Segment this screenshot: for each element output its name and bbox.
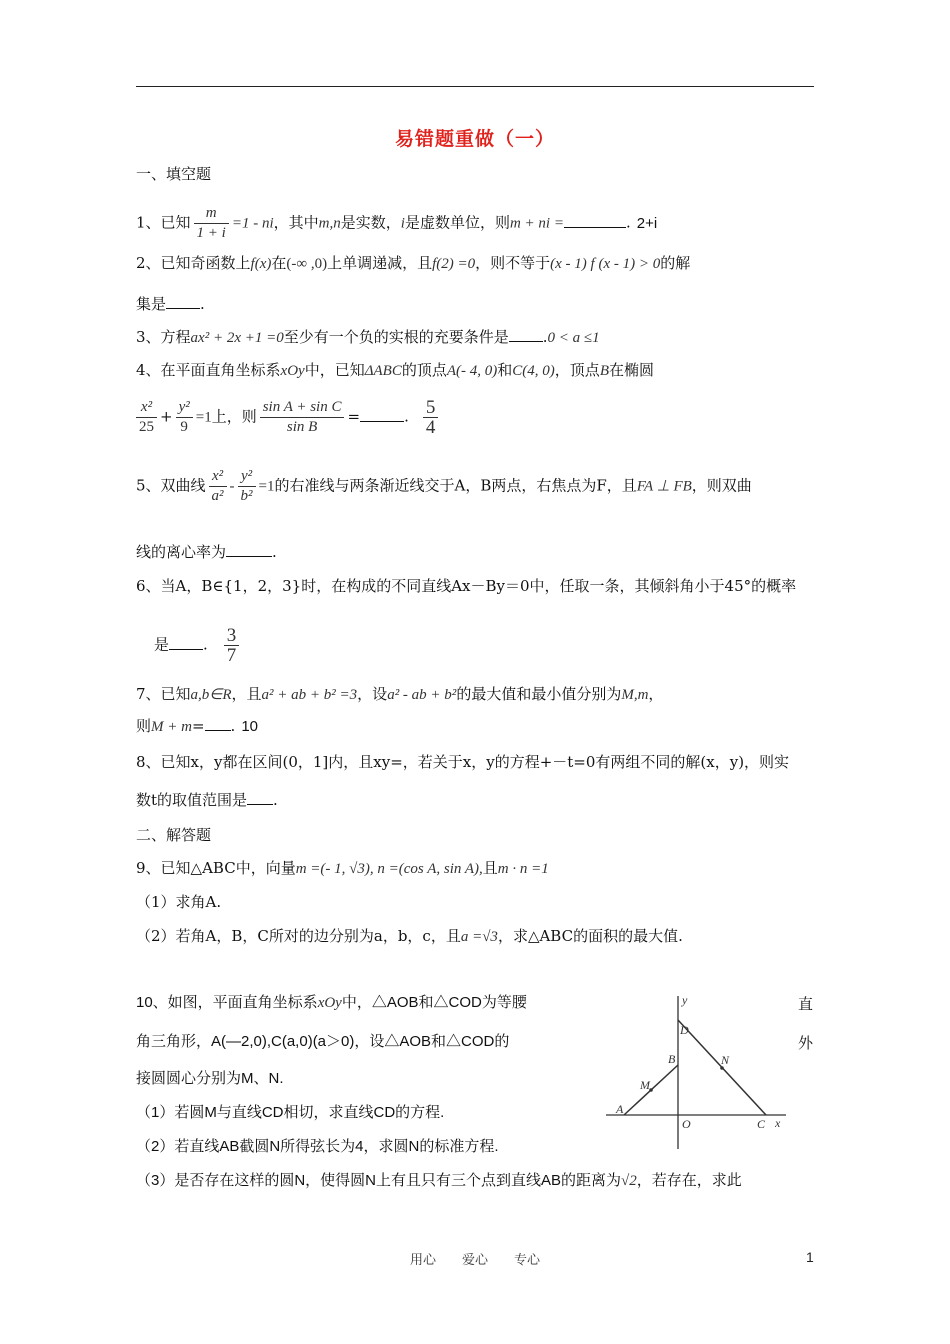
answer-blank bbox=[564, 213, 626, 228]
page-number: 1 bbox=[806, 1249, 814, 1265]
question-6: 6、当A，B∈{1，2，3}时，在构成的不同直线Ax－By＝0中，任取一条，其倾斜角小于45°的概率 bbox=[136, 577, 797, 595]
question-4: 4、在平面直角坐标系xOy中，已知ΔABC的顶点A(- 4, 0)和C(4, 0)，顶点B在椭圆 bbox=[136, 361, 654, 379]
question-10-right-1: 直 bbox=[798, 995, 814, 1013]
question-9-part2: （2）若角A，B，C所对的边分别为a，b，c，且a =√3，求△ABC的面积的最大值. bbox=[136, 927, 683, 945]
answer-blank bbox=[509, 327, 543, 342]
label-B: B bbox=[668, 1052, 676, 1066]
question-8-cont: 数t的取值范围是 . bbox=[136, 791, 278, 809]
question-7: 7、已知a,b∈R，且a² + ab + b² =3，设a² - ab + b²的最大值和最小值分别为M,m， bbox=[136, 685, 664, 703]
header-rule bbox=[136, 86, 814, 87]
question-3: 3、方程ax² + 2x +1 =0至少有一个负的实根的充要条件是 .0 < a ≤1 bbox=[136, 328, 600, 346]
page-footer: 用心 爱心 专心 bbox=[409, 1253, 540, 1268]
label-D: D bbox=[680, 1023, 689, 1037]
question-2-cont: 集是 . bbox=[136, 295, 205, 313]
label-y: y bbox=[682, 994, 688, 1007]
answer-blank bbox=[166, 294, 200, 309]
question-9: 9、已知△ABC中，向量m =(- 1, √3), n =(cos A, sin A),且m · n =1 bbox=[136, 859, 549, 877]
label-A: A bbox=[616, 1102, 624, 1116]
question-10-part3: （3）是否存在这样的圆N，使得圆N上有且只有三个点到直线AB的距离为√2，若存在，求此 bbox=[136, 1172, 742, 1189]
label-M: M bbox=[640, 1078, 650, 1092]
question-10: 10、如图，平面直角坐标系xOy中，△AOB和△COD为等腰 bbox=[136, 994, 527, 1011]
label-N: N bbox=[721, 1053, 730, 1067]
question-2: 2、已知奇函数上f(x)在(-∞ ,0)上单调递减，且f(2) =0，则不等于(x - 1) f (x - 1) > 0的解 bbox=[136, 254, 691, 272]
answer-blank bbox=[247, 790, 273, 805]
question-1: 1、已知 $\frac{m}{1 + i}$ =1 - ni，其中m,n是实数，i是虚数单位，则m + ni = . 2+i bbox=[136, 205, 658, 241]
answer: 0 < a ≤1 bbox=[547, 330, 600, 346]
question-10-line3: 接圆圆心分别为M、N. bbox=[136, 1070, 284, 1087]
answer-blank bbox=[360, 407, 404, 422]
question-9-part1: （1）求角A. bbox=[136, 893, 222, 911]
geometry-diagram bbox=[600, 994, 790, 1154]
question-6-cont: 是 . $\frac{3}{7}$ bbox=[154, 626, 834, 665]
section-fill-blank: 一、填空题 bbox=[136, 165, 212, 183]
page-title: 易错题重做（一） bbox=[394, 128, 555, 150]
question-10-line2: 角三角形，A(—2,0),C(a,0)(a＞0)，设△AOB和△COD的 bbox=[136, 1033, 510, 1050]
answer-blank bbox=[226, 542, 272, 557]
section-solve: 二、解答题 bbox=[136, 826, 212, 844]
answer: 10 bbox=[241, 718, 259, 735]
question-10-right-2: 外 bbox=[798, 1034, 814, 1052]
answer-blank bbox=[205, 716, 231, 731]
question-5-cont: 线的离心率为 . bbox=[136, 543, 277, 561]
question-8: 8、已知x，y都在区间(0，1]内，且xy=，若关于x，y的方程+－t=0有两组不同的解(x，y)，则实 bbox=[136, 753, 790, 771]
label-O: O bbox=[682, 1117, 691, 1131]
answer-blank bbox=[169, 635, 203, 650]
question-10-part1: （1）若圆M与直线CD相切，求直线CD的方程. bbox=[136, 1104, 445, 1121]
question-7-cont: 则M + m= . 10 bbox=[136, 717, 259, 735]
question-5: 5、双曲线 $\frac{\text{x²}}{\text{a²}}$ - $\frac{\text{y²}}{\text{b²}}$ =1的右准线与两条渐近线交于A，B两点，右焦点为F，且FA ⊥ FB，则双曲 bbox=[136, 468, 752, 504]
question-10-part2: （2）若直线AB截圆N所得弦长为4，求圆N的标准方程. bbox=[136, 1138, 499, 1155]
answer: 2+i bbox=[636, 214, 658, 232]
label-C: C bbox=[757, 1117, 766, 1131]
label-x: x bbox=[775, 1116, 781, 1130]
question-4-cont: $\frac{\text{x²}}{25}$ + $\frac{\text{y²}}{9}$ =1上，则 $\frac{\text{sin A + sin C}}{\text{sin B}}$ = . $\frac{5}{4}$ bbox=[136, 398, 816, 437]
